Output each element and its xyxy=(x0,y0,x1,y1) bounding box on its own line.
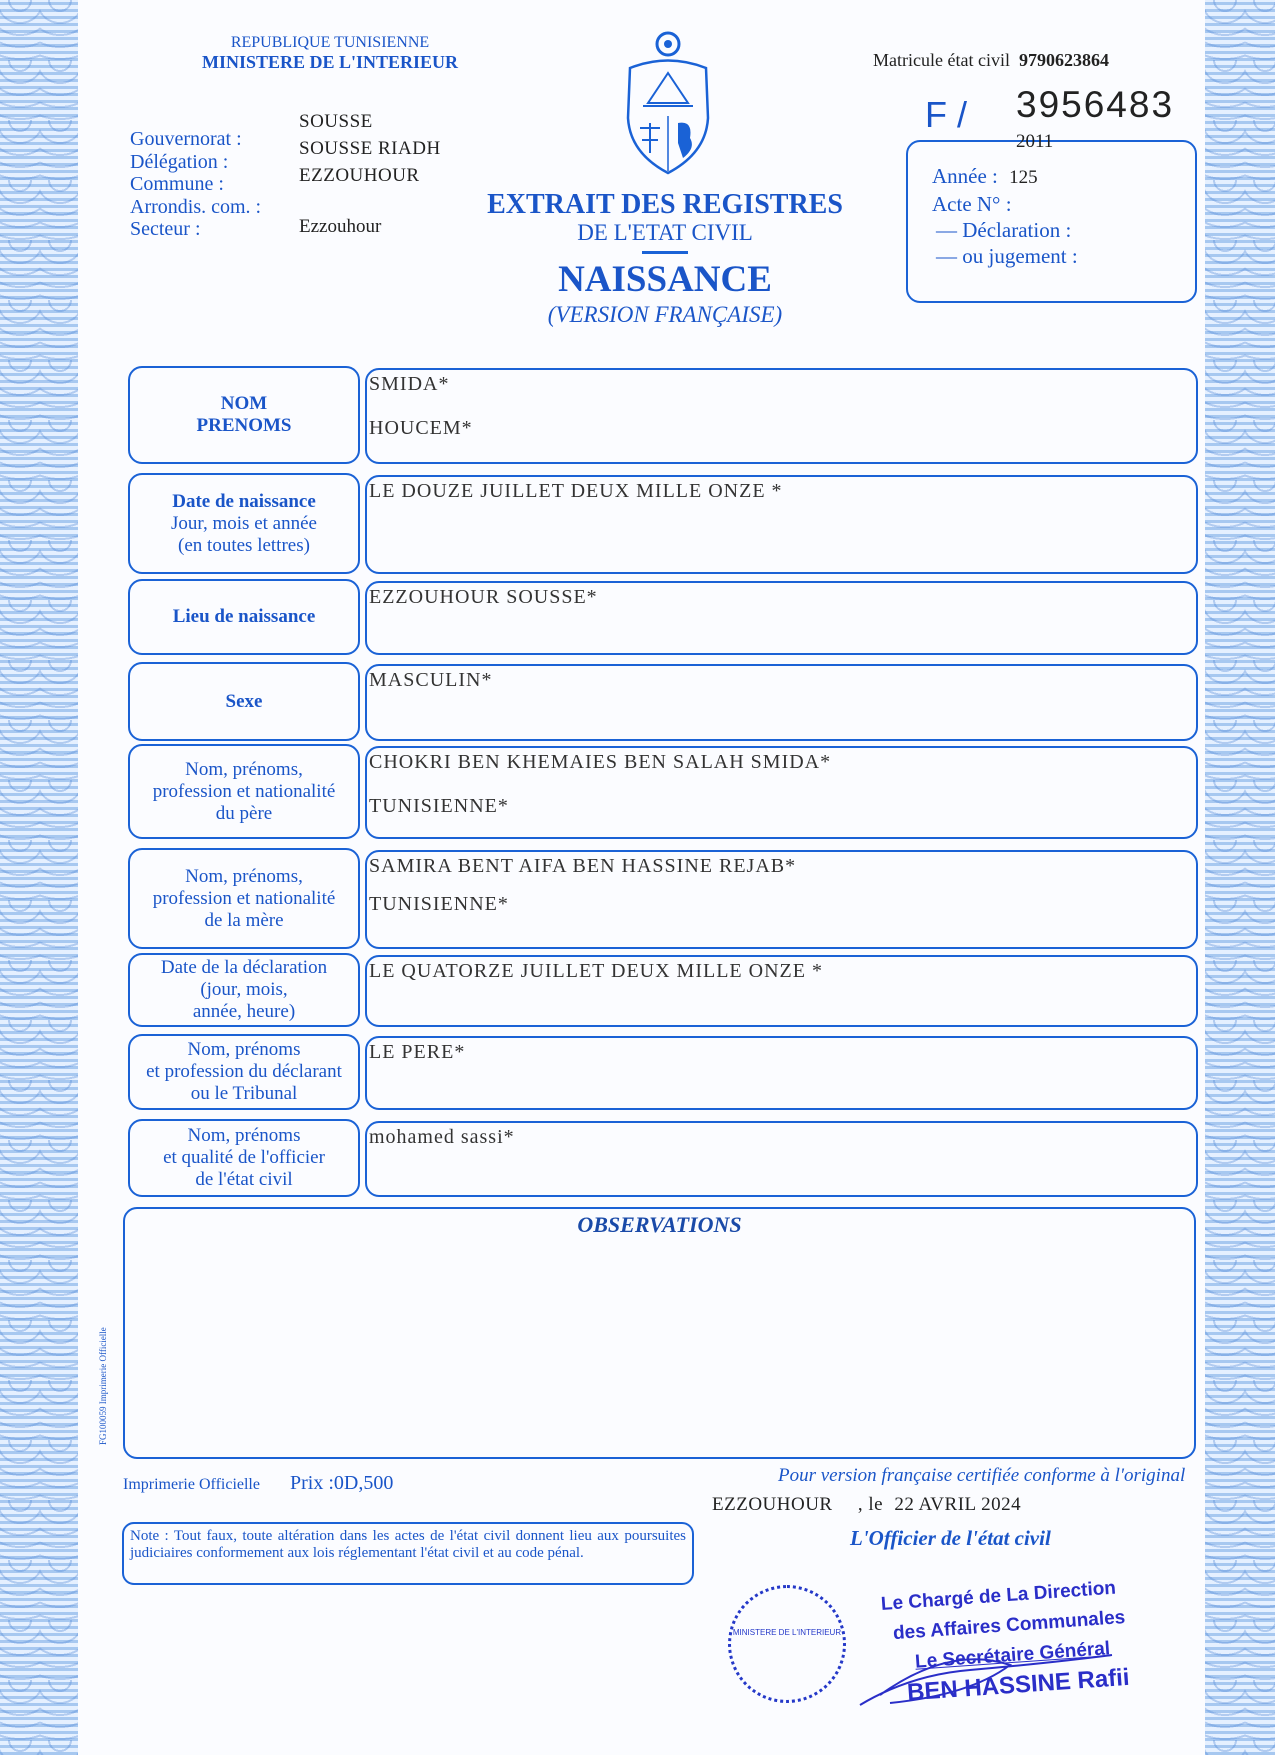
row-label-text: PRENOMS xyxy=(196,415,292,436)
decorative-border-right xyxy=(1205,0,1275,1755)
row-value-mother xyxy=(365,850,1198,949)
date-value: 22 AVRIL 2024 xyxy=(894,1494,1022,1515)
form-number: 3956483 xyxy=(1016,84,1175,125)
row-value-officer xyxy=(365,1121,1198,1197)
row-value-birth-place xyxy=(365,581,1198,655)
place-date xyxy=(712,1494,1021,1516)
row-label-birth-date xyxy=(128,473,360,574)
row-value-text: CHOKRI BEN KHEMAIES BEN SALAH SMIDA* xyxy=(369,751,832,773)
matricule-value: 9790623864 xyxy=(1018,50,1109,70)
place-value: EZZOUHOUR xyxy=(712,1494,833,1515)
price-label: Prix :0D,500 xyxy=(290,1472,394,1494)
row-label-text: de l'état civil xyxy=(195,1169,293,1190)
seal-text: MINISTERE DE L'INTERIEUR xyxy=(732,1628,842,1637)
annee-value: 2011 xyxy=(1016,131,1054,152)
row-label-text: Sexe xyxy=(225,690,263,712)
delegation-value: SOUSSE RIADH xyxy=(299,138,441,159)
jugement-label: — ou jugement : xyxy=(936,244,1078,268)
secteur-label: Secteur : xyxy=(130,218,201,240)
stamp-officer-name: BEN HASSINE Rafii xyxy=(906,1663,1131,1707)
row-label-text: Nom, prénoms, xyxy=(185,865,303,887)
row-label-declarant xyxy=(128,1034,360,1110)
officer-title: L'Officier de l'état civil xyxy=(850,1526,1051,1550)
side-print-code: FG100059 Imprimerie Officielle xyxy=(98,1327,108,1445)
row-label-text: (jour, mois, xyxy=(200,979,288,1000)
secteur-value: Ezzouhour xyxy=(299,216,382,237)
row-value-declarant xyxy=(365,1036,1198,1110)
title-line1: EXTRAIT DES REGISTRES xyxy=(487,189,843,220)
delegation-label: Délégation : xyxy=(130,150,229,173)
row-label-text: Date de la déclaration xyxy=(160,957,328,978)
title-version: (VERSION FRANÇAISE) xyxy=(547,302,783,327)
legal-note: Note : Tout faux, toute altération dans les actes de l'état civil donnent lieu aux poursuites judiciaires conformement aux lois réglementant l'état civil et au code pénal. xyxy=(130,1528,686,1561)
row-label-text: Lieu de naissance xyxy=(172,606,316,627)
row-label-text: Date de naissance xyxy=(172,490,316,512)
gouvernorat-value: SOUSSE xyxy=(299,111,373,132)
issuer-block xyxy=(190,34,470,73)
legal-note-box xyxy=(122,1522,694,1585)
certified-statement: Pour version française certifiée conforme à l'original xyxy=(778,1465,1186,1486)
row-label-text: profession et nationalité xyxy=(152,887,336,909)
acte-label: Acte N° : xyxy=(932,192,1012,216)
row-label-text: Jour, mois et année xyxy=(171,512,317,534)
commune-label: Commune : xyxy=(130,173,224,195)
matricule-label: Matricule état civil xyxy=(873,50,1010,70)
stamp-line: Le Chargé de La Direction xyxy=(880,1577,1117,1615)
row-label-text: de la mère xyxy=(204,909,284,931)
observations-title: OBSERVATIONS xyxy=(577,1212,742,1237)
acte-number-value: 125 xyxy=(1009,167,1038,188)
row-label-text: (en toutes lettres) xyxy=(178,534,310,556)
row-value-text: LE DOUZE JUILLET DEUX MILLE ONZE * xyxy=(369,480,783,502)
row-label-text: et profession du déclarant xyxy=(146,1061,342,1082)
row-label-text: et qualité de l'officier xyxy=(163,1147,325,1168)
observations-box xyxy=(123,1207,1196,1459)
row-label-sex xyxy=(128,662,360,741)
commune-value: EZZOUHOUR xyxy=(299,165,420,186)
declaration-label: — Déclaration : xyxy=(936,218,1072,242)
row-label-declaration-date xyxy=(128,953,360,1027)
title-divider xyxy=(642,251,688,254)
acte-labels xyxy=(932,163,1078,269)
decorative-border-left xyxy=(0,0,78,1755)
row-label-name xyxy=(128,366,360,464)
row-label-text: profession et nationalité xyxy=(152,780,336,802)
title-main: NAISSANCE xyxy=(558,259,772,300)
printer-label: Imprimerie Officielle xyxy=(123,1476,260,1493)
matricule xyxy=(873,50,1109,71)
row-value-text: EZZOUHOUR SOUSSE* xyxy=(369,586,598,608)
republic-label: REPUBLIQUE TUNISIENNE xyxy=(230,34,430,51)
row-value-text: TUNISIENNE* xyxy=(369,893,509,915)
row-value-sex xyxy=(365,664,1198,741)
stamp-line: Le Secrétaire Général xyxy=(914,1638,1111,1673)
row-label-mother xyxy=(128,848,360,949)
row-value-birth-date xyxy=(365,475,1198,574)
row-label-officer xyxy=(128,1119,360,1197)
stamp-line: des Affaires Communales xyxy=(892,1606,1126,1645)
row-value-text: SMIDA* xyxy=(369,373,450,395)
document-title xyxy=(460,190,870,330)
location-values xyxy=(299,108,441,189)
row-label-text: NOM xyxy=(220,393,268,414)
form-prefix: F / xyxy=(925,94,967,135)
row-value-father xyxy=(365,746,1198,839)
row-value-declaration-date xyxy=(365,955,1198,1027)
row-label-text: Nom, prénoms xyxy=(187,1039,301,1060)
row-value-text: mohamed sassi* xyxy=(369,1126,515,1148)
row-value-text: TUNISIENNE* xyxy=(369,795,509,817)
row-label-text: Nom, prénoms, xyxy=(185,758,303,780)
row-value-name xyxy=(365,368,1198,464)
row-label-text: année, heure) xyxy=(192,1001,296,1022)
row-label-text: du père xyxy=(215,802,273,824)
location-labels xyxy=(130,128,261,241)
ministry-label: MINISTERE DE L'INTERIEUR xyxy=(201,52,459,72)
row-label-text: ou le Tribunal xyxy=(190,1083,298,1104)
row-value-text: HOUCEM* xyxy=(369,417,473,439)
row-value-text: LE PERE* xyxy=(369,1041,466,1063)
annee-label: Année : xyxy=(932,164,998,188)
row-label-father xyxy=(128,744,360,839)
gouvernorat-label: Gouvernorat : xyxy=(130,128,242,150)
arrondissement-label: Arrondis. com. : xyxy=(130,195,262,218)
coat-of-arms-icon xyxy=(618,28,718,176)
row-label-text: Nom, prénoms xyxy=(187,1125,301,1146)
row-value-text: MASCULIN* xyxy=(369,669,493,691)
signature-icon xyxy=(850,1635,1120,1715)
title-line2: DE L'ETAT CIVIL xyxy=(577,220,753,245)
official-seal xyxy=(728,1585,846,1703)
row-label-birth-place xyxy=(128,579,360,655)
date-prefix: , le xyxy=(857,1494,884,1515)
row-value-text: SAMIRA BENT AIFA BEN HASSINE REJAB* xyxy=(369,855,797,877)
row-value-text: LE QUATORZE JUILLET DEUX MILLE ONZE * xyxy=(369,960,823,982)
